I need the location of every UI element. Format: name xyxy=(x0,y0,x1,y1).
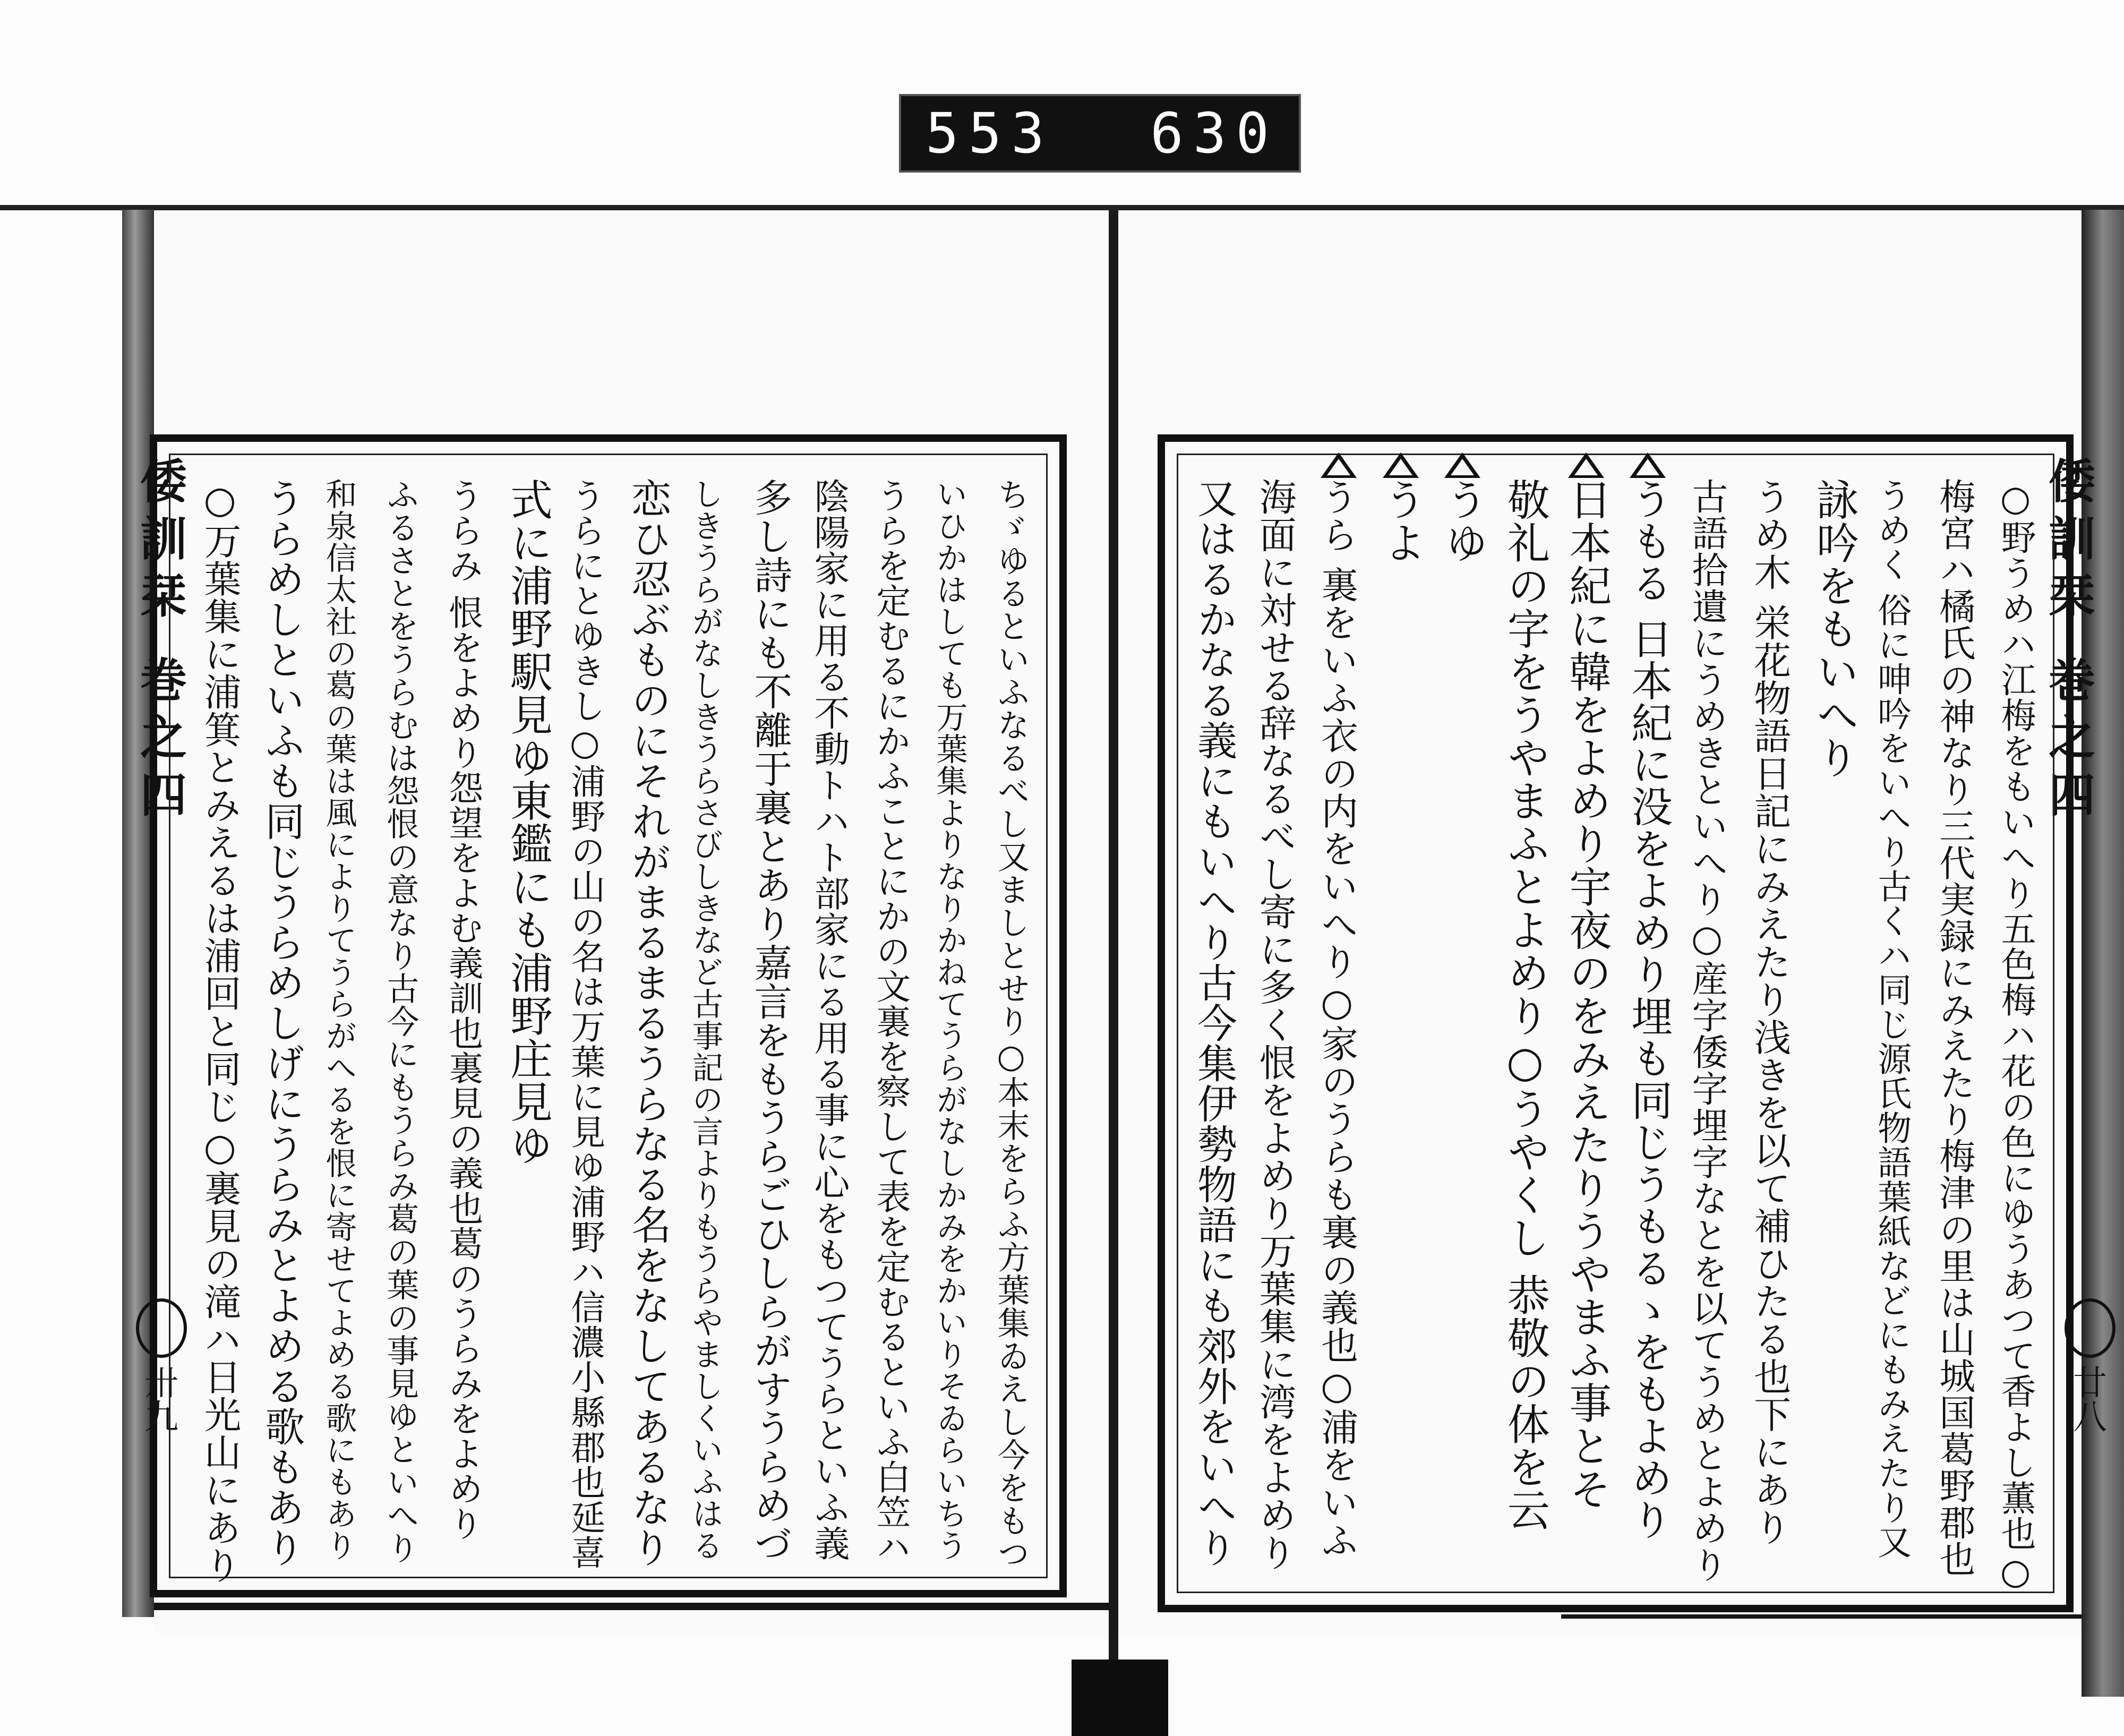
left-folio: 卅九 xyxy=(139,1365,178,1433)
entry-triangle-marker xyxy=(1383,452,1419,478)
left-text-column: うらみ 恨をよめり怨望をよむ義訓也裏見の義也葛のうらみをよめり xyxy=(442,478,483,1541)
entry-triangle-marker xyxy=(1630,452,1666,478)
book-top-edge xyxy=(0,205,2124,210)
right-text-column: 日本紀に韓をよめり宇夜のをみえたりうやまふ事とそ xyxy=(1562,478,1612,1510)
right-fore-edge xyxy=(2082,210,2124,1697)
microfilm-frame-label xyxy=(899,94,1301,173)
right-text-column: 詠吟をもいへり xyxy=(1809,478,1859,779)
right-text-column: うめ木 栄花物語日記にみえたり浅きを以て補ひたる也下にあり xyxy=(1748,478,1792,1546)
right-folio: 廿八 xyxy=(2067,1365,2106,1433)
frame-number-left: 553 xyxy=(926,101,1054,166)
right-running-title: 倭訓栞 巻之四 xyxy=(2041,457,2096,828)
right-text-column: 古語拾遺にうめきといへり○産字倭字埋字なとを以てうめとよめり xyxy=(1686,478,1728,1583)
left-text-column: ○万葉集に浦箕とみえるは浦回と同じ○裏見の滝ハ日光山にあり xyxy=(198,478,242,1584)
left-text-column: うらを定むるにかふことにかの文裏を察して表を定むるといふ白笠ハ xyxy=(870,478,910,1564)
frame-number-right: 630 xyxy=(1150,101,1279,166)
right-text-column: うめく 俗に呻吟をいへり古くハ同じ源氏物語葉紙などにもみえたり又 xyxy=(1872,478,1912,1560)
entry-triangle-marker xyxy=(1321,452,1357,478)
left-text-column: 和泉信太社の葛の葉は風によりてうらがへるを恨に寄せてよめる歌にもあり xyxy=(320,478,357,1561)
right-text-column: うら 裏をいふ衣の内をいへり○家のうらも裏の義也○浦をいふ xyxy=(1315,478,1359,1559)
right-text-column: 海面に対せる辞なるべし寄に多く恨をよめり万葉集に湾をよめり xyxy=(1253,478,1297,1571)
left-text-column: 多し詩にも不離于裏とあり嘉言をもうらごひしらがすうらめづ xyxy=(748,478,793,1563)
left-text-column: 陰陽家に用る不動トハト部家にる用る事に心をもつてうらといふ義 xyxy=(808,478,850,1561)
left-text-column: しきうらがなしきうらさびしきなど古事記の言よりもうらやましくいふはる xyxy=(687,478,724,1561)
left-text-column: いひかはしても万葉集よりなりかねてうらがなしかみをかいりそゐらいちう xyxy=(931,478,968,1561)
left-running-title: 倭訓栞 巻之四 xyxy=(133,457,188,828)
left-text-column: ふるさとをうらむは怨恨の意なり古今にもうらみ葛の葉の事見ゆといへり xyxy=(381,478,419,1564)
right-text-column: うよ xyxy=(1376,478,1426,564)
entry-triangle-marker xyxy=(1444,452,1480,478)
left-text-column: うらにとゆきし○浦野の山の名は万葉に見ゆ浦野ハ信濃小縣郡也延喜 xyxy=(564,478,605,1570)
left-text-column: うらめしといふも同じうらめしげにうらみとよめる歌もあり xyxy=(259,478,306,1568)
right-page-bottom-edge xyxy=(1561,1614,2082,1619)
right-text-column: 梅宮ハ橘氏の神なり三代実録にみえたり梅津の里は山城国葛野郡也 xyxy=(1933,478,1975,1577)
entry-triangle-marker xyxy=(1568,452,1604,478)
right-text-column: 又はるかなる義にもいへり古今集伊勢物語にも郊外をいへり xyxy=(1191,478,1238,1568)
right-text-column: うもる 日本紀に没をよめり埋も同じうもるゝをもよめり xyxy=(1624,478,1673,1541)
book-gutter xyxy=(1109,210,1118,1665)
right-text-column: ○野うめハ江梅をもいへり五色梅ハ花の色にゆうあつて香よし薫也○ xyxy=(1995,478,2036,1593)
binding-clip xyxy=(1072,1660,1168,1736)
left-text-column: ちゞゆるといふなるべし又ましとせり○本末をらふ方葉集ゐえし今をもつ xyxy=(992,478,1030,1570)
left-page-bottom-edge xyxy=(154,1603,1110,1610)
right-text-column: 敬礼の字をうやまふとよめり○うやくし 恭敬の体を云 xyxy=(1500,478,1550,1532)
left-text-column: 恋ひ忍ぶものにそれがまるまるうらなる名をなしてあるなり xyxy=(625,478,672,1568)
left-text-column: 式に浦野駅見ゆ東鑑にも浦野庄見ゆ xyxy=(503,478,553,1166)
right-text-column: うゆ xyxy=(1438,478,1488,564)
